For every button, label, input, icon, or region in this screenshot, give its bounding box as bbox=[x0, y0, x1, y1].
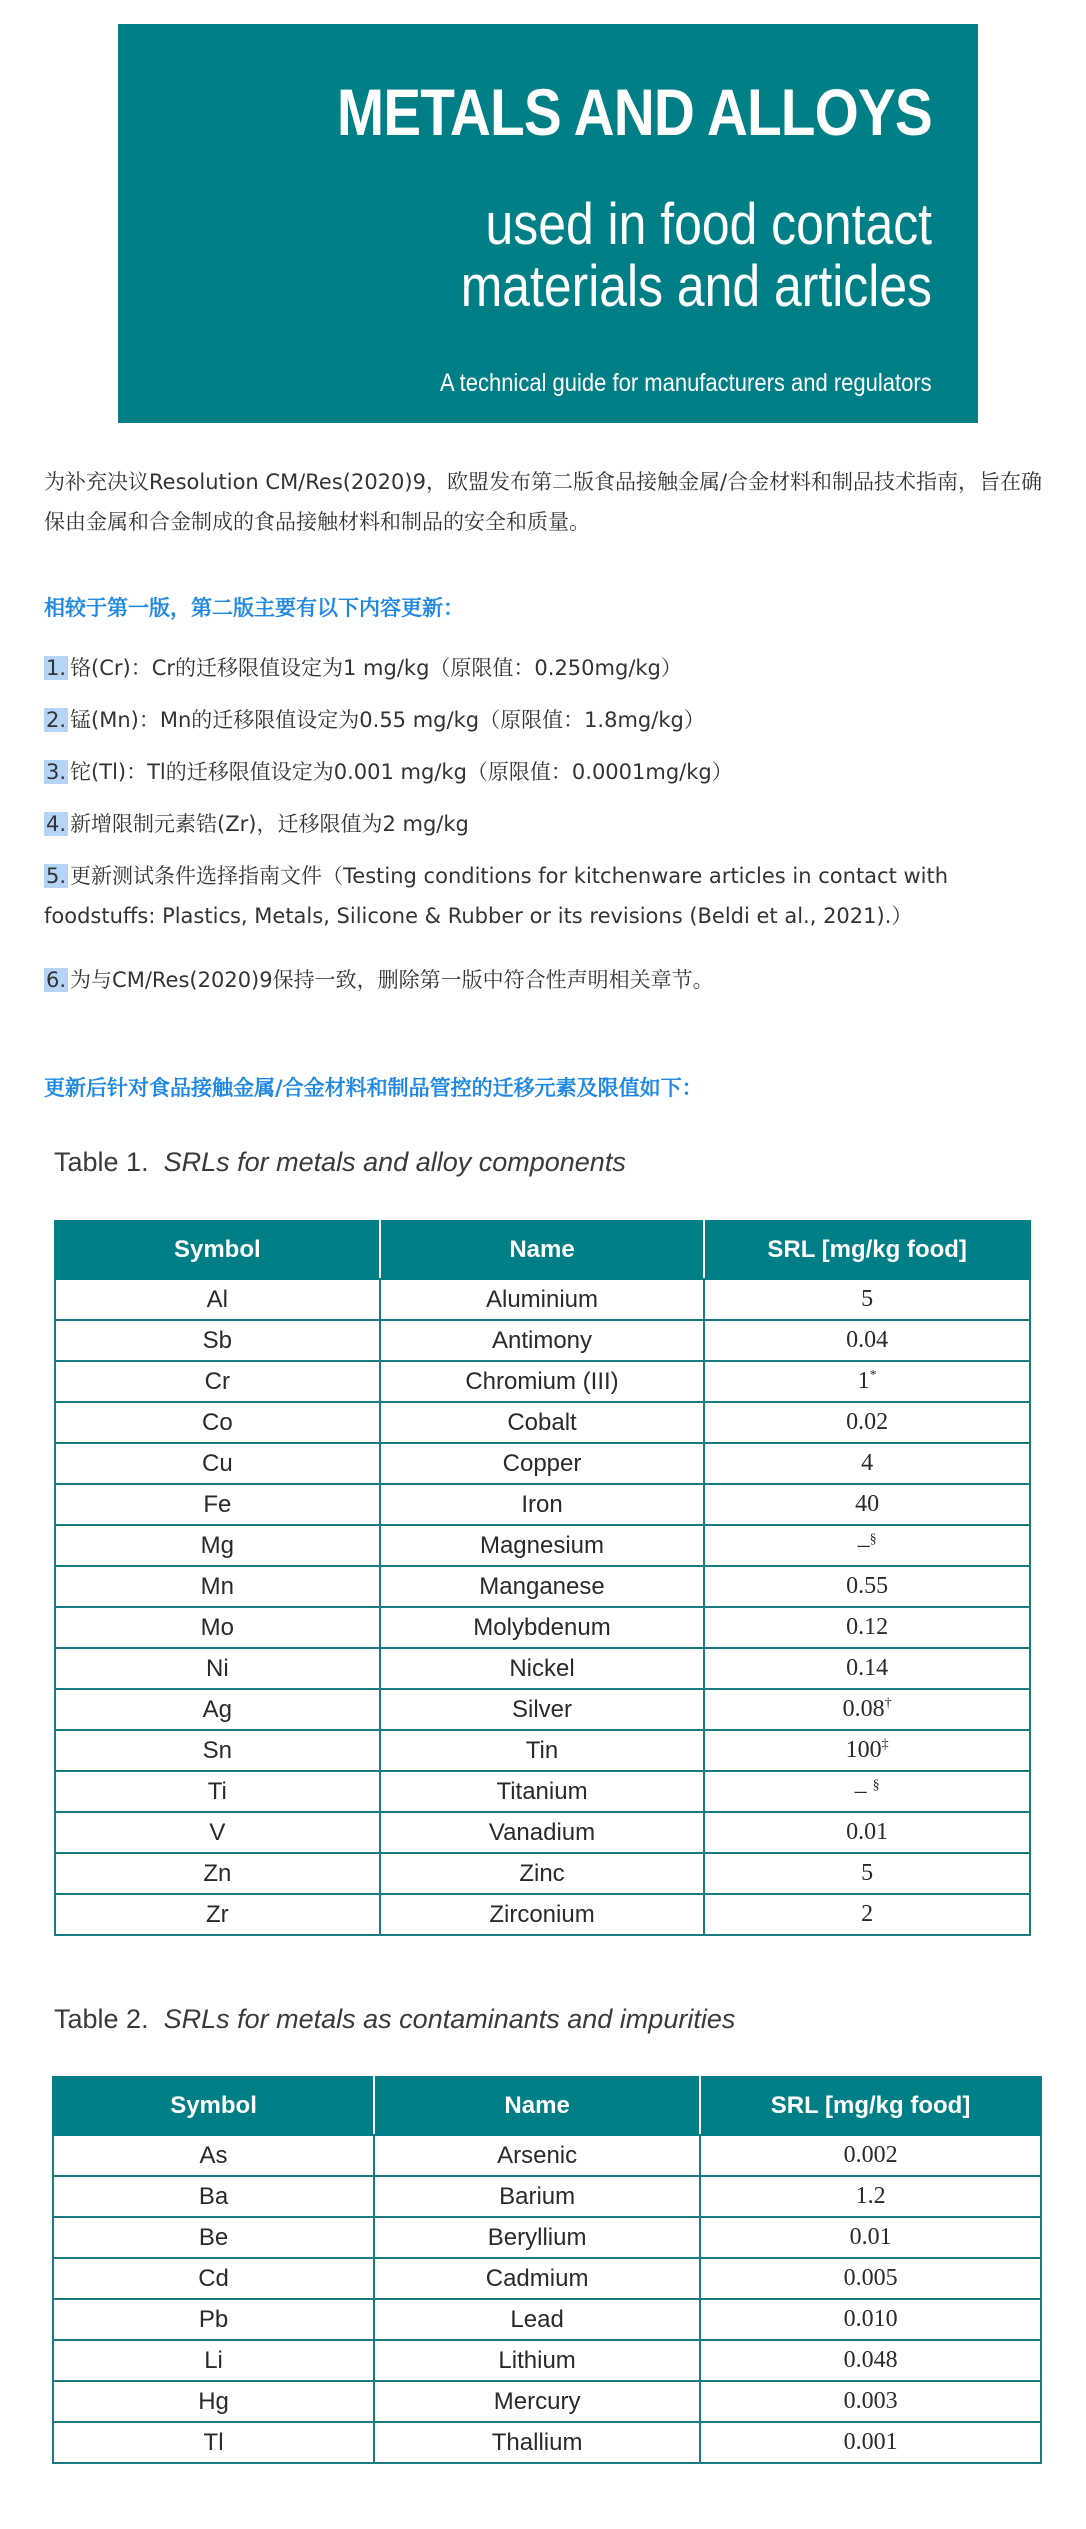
cell-symbol: Sb bbox=[55, 1320, 380, 1361]
cell-symbol: Al bbox=[55, 1279, 380, 1320]
cell-srl bbox=[700, 2176, 1041, 2217]
update-number: 3. bbox=[46, 760, 67, 784]
cover-subtitle-line1: used in food contact bbox=[485, 192, 932, 257]
update-text: 锰(Mn)：Mn的迁移限值设定为0.55 mg/kg（原限值：1.8mg/kg） bbox=[70, 708, 705, 732]
update-number: 5. bbox=[46, 864, 67, 888]
footnote-mark: § bbox=[872, 1778, 880, 1793]
cell-symbol: Be bbox=[53, 2217, 374, 2258]
update-item bbox=[44, 752, 1054, 792]
table-row bbox=[55, 1320, 1030, 1361]
table-row bbox=[53, 2422, 1041, 2463]
table2 bbox=[52, 2076, 1042, 2464]
srl-value: 1.2 bbox=[855, 2183, 886, 2209]
table-row bbox=[55, 1566, 1030, 1607]
srl-value: 0.04 bbox=[846, 1327, 889, 1353]
srl-value: 1 bbox=[857, 1368, 870, 1394]
header-name: Name bbox=[380, 1221, 705, 1279]
cell-name: Zirconium bbox=[380, 1894, 705, 1935]
update-item bbox=[44, 804, 1054, 844]
table1 bbox=[54, 1220, 1031, 1936]
table-row bbox=[53, 2381, 1041, 2422]
cell-srl bbox=[704, 1525, 1030, 1566]
table-row bbox=[55, 1812, 1030, 1853]
cell-symbol: Zn bbox=[55, 1853, 380, 1894]
cell-name: Tin bbox=[380, 1730, 705, 1771]
srl-value: 0.048 bbox=[843, 2347, 898, 2373]
cell-srl bbox=[700, 2217, 1041, 2258]
update-text: 铊(Tl)：Tl的迁移限值设定为0.001 mg/kg（原限值：0.0001mg/kg） bbox=[70, 760, 733, 784]
update-text: 铬(Cr)：Cr的迁移限值设定为1 mg/kg（原限值：0.250mg/kg） bbox=[70, 656, 682, 680]
cell-srl bbox=[704, 1484, 1030, 1525]
cell-name: Zinc bbox=[380, 1853, 705, 1894]
srl-value: – bbox=[857, 1532, 870, 1558]
cell-srl bbox=[700, 2299, 1041, 2340]
cell-symbol: Hg bbox=[53, 2381, 374, 2422]
cell-name: Vanadium bbox=[380, 1812, 705, 1853]
cell-name: Arsenic bbox=[374, 2135, 700, 2176]
update-number: 4. bbox=[46, 812, 67, 836]
update-text: 为与CM/Res(2020)9保持一致，删除第一版中符合性声明相关章节。 bbox=[70, 968, 714, 992]
table2-label: Table 2. bbox=[54, 2004, 149, 2034]
srl-value: 0.010 bbox=[843, 2306, 898, 2332]
srl-value: 0.005 bbox=[843, 2265, 898, 2291]
cell-name: Cobalt bbox=[380, 1402, 705, 1443]
cell-name: Magnesium bbox=[380, 1525, 705, 1566]
srl-value: 5 bbox=[861, 1286, 874, 1312]
srl-value: 0.01 bbox=[846, 1819, 889, 1845]
cell-name: Titanium bbox=[380, 1771, 705, 1812]
cell-symbol: Ni bbox=[55, 1648, 380, 1689]
table-row bbox=[55, 1648, 1030, 1689]
cell-srl bbox=[700, 2340, 1041, 2381]
cell-name: Barium bbox=[374, 2176, 700, 2217]
cell-symbol: Tl bbox=[53, 2422, 374, 2463]
table1-label: Table 1. bbox=[54, 1147, 149, 1177]
table-row bbox=[53, 2299, 1041, 2340]
table2-title: SRLs for metals as contaminants and impurities bbox=[163, 2004, 736, 2034]
cell-symbol: Co bbox=[55, 1402, 380, 1443]
cell-name: Iron bbox=[380, 1484, 705, 1525]
srl-value: 0.55 bbox=[846, 1573, 889, 1599]
srl-value: 0.003 bbox=[843, 2388, 898, 2414]
cell-srl bbox=[704, 1402, 1030, 1443]
table-row bbox=[55, 1853, 1030, 1894]
cover-subtitle bbox=[461, 194, 932, 318]
cover-subtitle-line2: materials and articles bbox=[460, 254, 932, 319]
table-row bbox=[55, 1279, 1030, 1320]
cell-symbol: Mn bbox=[55, 1566, 380, 1607]
cell-srl bbox=[704, 1607, 1030, 1648]
cell-srl bbox=[700, 2381, 1041, 2422]
cell-srl bbox=[704, 1812, 1030, 1853]
srl-value: 100 bbox=[845, 1737, 882, 1763]
srl-value: 2 bbox=[861, 1901, 874, 1927]
update-number: 2. bbox=[46, 708, 67, 732]
update-item bbox=[44, 960, 1054, 1000]
table-row bbox=[55, 1443, 1030, 1484]
limits-heading: 更新后针对食品接触金属/合金材料和制品管控的迁移元素及限值如下： bbox=[44, 1076, 703, 1100]
cell-name: Beryllium bbox=[374, 2217, 700, 2258]
srl-value: 0.001 bbox=[843, 2429, 898, 2455]
table-row bbox=[53, 2340, 1041, 2381]
table-row bbox=[55, 1689, 1030, 1730]
footnote-mark: * bbox=[869, 1368, 877, 1383]
cell-srl bbox=[704, 1894, 1030, 1935]
cell-srl bbox=[700, 2135, 1041, 2176]
srl-value: 0.12 bbox=[846, 1614, 889, 1640]
table-row bbox=[55, 1730, 1030, 1771]
srl-value: 0.08 bbox=[842, 1696, 885, 1722]
cell-symbol: Ag bbox=[55, 1689, 380, 1730]
cell-symbol: Cd bbox=[53, 2258, 374, 2299]
cell-name: Manganese bbox=[380, 1566, 705, 1607]
srl-value: 5 bbox=[861, 1860, 874, 1886]
footnote-mark: § bbox=[869, 1532, 877, 1547]
cell-symbol: Mo bbox=[55, 1607, 380, 1648]
cell-srl bbox=[704, 1443, 1030, 1484]
update-item bbox=[44, 700, 1054, 740]
table-row bbox=[53, 2217, 1041, 2258]
cell-name: Antimony bbox=[380, 1320, 705, 1361]
cell-symbol: Sn bbox=[55, 1730, 380, 1771]
table-row bbox=[55, 1894, 1030, 1935]
cell-srl bbox=[704, 1689, 1030, 1730]
update-text: 新增限制元素锆(Zr)，迁移限值为2 mg/kg bbox=[70, 812, 469, 836]
cell-srl bbox=[704, 1648, 1030, 1689]
cell-srl bbox=[704, 1771, 1030, 1812]
table-row bbox=[53, 2258, 1041, 2299]
table1-caption bbox=[54, 1147, 626, 1178]
cell-srl bbox=[704, 1566, 1030, 1607]
cell-symbol: Ti bbox=[55, 1771, 380, 1812]
table-row bbox=[55, 1607, 1030, 1648]
cell-name: Lead bbox=[374, 2299, 700, 2340]
table-header-row bbox=[53, 2077, 1041, 2135]
header-symbol: Symbol bbox=[53, 2077, 374, 2135]
update-item bbox=[44, 648, 1054, 688]
cell-symbol: Li bbox=[53, 2340, 374, 2381]
cell-symbol: Zr bbox=[55, 1894, 380, 1935]
header-srl: SRL [mg/kg food] bbox=[700, 2077, 1041, 2135]
cell-symbol: Cr bbox=[55, 1361, 380, 1402]
cell-name: Molybdenum bbox=[380, 1607, 705, 1648]
cell-srl bbox=[704, 1361, 1030, 1402]
footnote-mark: ‡ bbox=[881, 1737, 889, 1752]
intro-paragraph: 为补充决议Resolution CM/Res(2020)9，欧盟发布第二版食品接触金属/合金材料和制品技术指南，旨在确保由金属和合金制成的食品接触材料和制品的安全和质量。 bbox=[44, 470, 1043, 534]
srl-value: 4 bbox=[861, 1450, 874, 1476]
cell-symbol: Fe bbox=[55, 1484, 380, 1525]
cover-title: METALS AND ALLOYS bbox=[337, 75, 932, 149]
table-row bbox=[55, 1484, 1030, 1525]
update-number: 6. bbox=[46, 968, 67, 992]
srl-value: 0.14 bbox=[846, 1655, 889, 1681]
table-row bbox=[55, 1771, 1030, 1812]
cell-srl bbox=[704, 1320, 1030, 1361]
header-symbol: Symbol bbox=[55, 1221, 380, 1279]
srl-value: 0.01 bbox=[849, 2224, 892, 2250]
updates-heading: 相较于第一版，第二版主要有以下内容更新： bbox=[44, 596, 464, 620]
cell-name: Copper bbox=[380, 1443, 705, 1484]
cell-name: Nickel bbox=[380, 1648, 705, 1689]
footnote-mark: † bbox=[884, 1696, 892, 1711]
cell-symbol: Cu bbox=[55, 1443, 380, 1484]
cell-symbol: Mg bbox=[55, 1525, 380, 1566]
cell-name: Thallium bbox=[374, 2422, 700, 2463]
cell-name: Chromium (III) bbox=[380, 1361, 705, 1402]
cell-srl bbox=[704, 1279, 1030, 1320]
table-row bbox=[53, 2176, 1041, 2217]
srl-value: – bbox=[854, 1778, 873, 1804]
cover-tagline: A technical guide for manufacturers and regulators bbox=[440, 369, 932, 397]
cell-name: Cadmium bbox=[374, 2258, 700, 2299]
cell-srl bbox=[700, 2422, 1041, 2463]
cell-symbol: V bbox=[55, 1812, 380, 1853]
cell-srl bbox=[700, 2258, 1041, 2299]
cell-name: Lithium bbox=[374, 2340, 700, 2381]
cell-srl bbox=[704, 1853, 1030, 1894]
table-row bbox=[55, 1525, 1030, 1566]
cell-symbol: As bbox=[53, 2135, 374, 2176]
update-number: 1. bbox=[46, 656, 67, 680]
cell-name: Mercury bbox=[374, 2381, 700, 2422]
srl-value: 40 bbox=[855, 1491, 880, 1517]
cell-symbol: Pb bbox=[53, 2299, 374, 2340]
header-srl: SRL [mg/kg food] bbox=[704, 1221, 1030, 1279]
table-row bbox=[53, 2135, 1041, 2176]
cell-srl bbox=[704, 1730, 1030, 1771]
srl-value: 0.002 bbox=[843, 2142, 898, 2168]
table1-title: SRLs for metals and alloy components bbox=[163, 1147, 626, 1177]
srl-value: 0.02 bbox=[846, 1409, 889, 1435]
cover-banner bbox=[118, 24, 978, 423]
table-row bbox=[55, 1361, 1030, 1402]
table2-caption bbox=[54, 2004, 735, 2035]
cell-name: Aluminium bbox=[380, 1279, 705, 1320]
table-row bbox=[55, 1402, 1030, 1443]
update-item bbox=[44, 856, 1054, 936]
table-header-row bbox=[55, 1221, 1030, 1279]
cell-symbol: Ba bbox=[53, 2176, 374, 2217]
update-text: 更新测试条件选择指南文件（Testing conditions for kitchenware articles in contact with foodstuffs: Plastics, Metals, Silicone & Rubber or its revisions (Beldi et al., 2021).） bbox=[44, 864, 949, 928]
cell-name: Silver bbox=[380, 1689, 705, 1730]
header-name: Name bbox=[374, 2077, 700, 2135]
